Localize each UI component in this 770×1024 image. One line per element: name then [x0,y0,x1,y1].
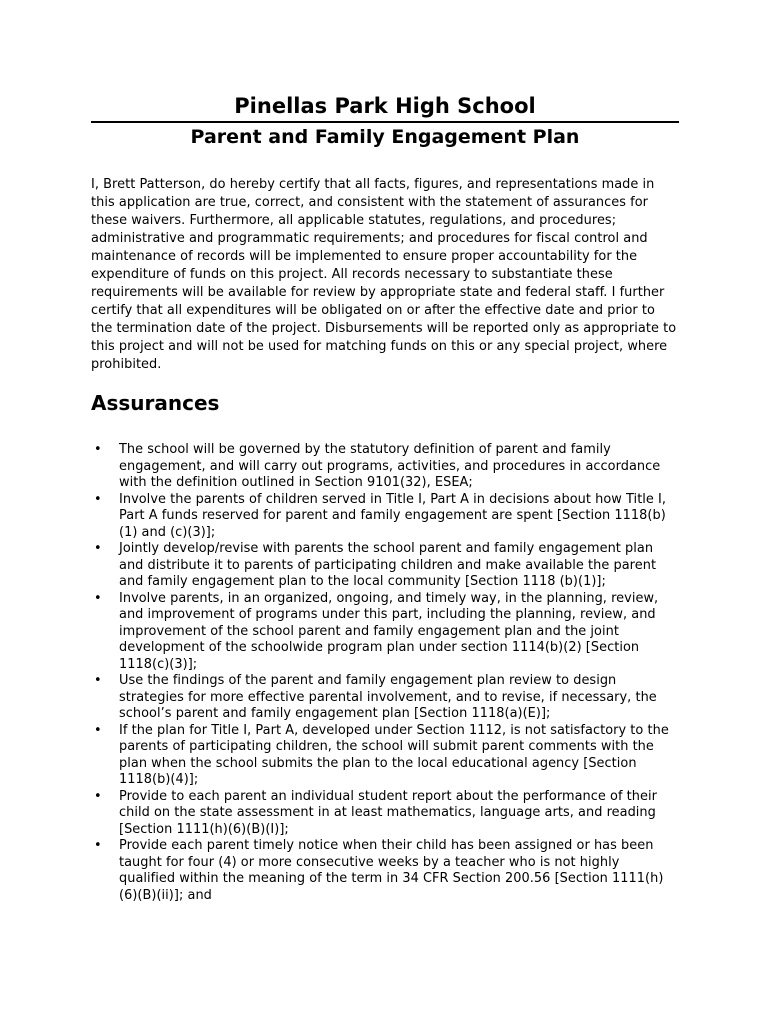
assurances-list [91,442,679,904]
assurance-text: Provide each parent timely notice when their child has been assigned or has been taught for four (4) or more consecutive weeks by a teacher who is not highly qualified within the meaning of the term in 34 CFR Section 200.56 [Section 1111(h)(6)(B)(ii)]; and [119,838,664,903]
list-item [91,541,679,591]
list-item [91,492,679,542]
assurance-text: Involve the parents of children served in Title I, Part A in decisions about how Title I, Part A funds reserved for parent and family engagement are spent [Section 1118(b)(1) and (c)(3)]; [119,491,667,540]
assurance-text: Involve parents, in an organized, ongoing, and timely way, in the planning, review, and improvement of programs under this part, including the planning, review, and improvement of the school parent and family engagement plan and the joint development of the schoolwide program plan under section 1114(b)(2) [Section 1118(c)(3)]; [119,590,659,672]
list-item [91,789,679,839]
list-item [91,723,679,789]
list-item [91,673,679,723]
list-item [91,442,679,492]
list-item [91,591,679,674]
plan-title: Parent and Family Engagement Plan [190,126,580,148]
bullet-icon: • [94,673,102,688]
bullet-icon: • [94,838,102,853]
school-name: Pinellas Park High School [234,94,536,118]
assurance-text: Provide to each parent an individual student report about the performance of their child on the state assessment in at least mathematics, language arts, and reading [Section 1111(h)(6)(B)(I)]; [119,788,657,837]
list-item [91,838,679,904]
bullet-icon: • [94,491,102,507]
assurance-text: Jointly develop/revise with parents the school parent and family engagement plan and distribute it to parents of participating children and make available the parent and family engagement plan to the local community [Section 1118 (b)(1)]; [119,541,657,589]
assurance-text: If the plan for Title I, Part A, developed under Section 1112, is not satisfactory to the parents of participating children, the school will submit parent comments with the plan when the school submits the plan to the local educational agency [Section 1118(b)(4)]; [119,722,669,787]
certification-paragraph: I, Brett Patterson, do hereby certify that all facts, figures, and representations made in this application are true, correct, and consistent with the statement of assurances for these waivers. Furthermore, all applicable statutes, regulations, and procedures; administrative and programmatic requirements; and procedures for fiscal control and maintenance of records will be implemented to ensure proper accountability for the expenditure of funds on this project. All records necessary to substantiate these requirements will be available for review by appropriate state and federal staff. I further certify that all expenditures will be obligated on or after the effective date and prior to the termination date of the project. Disbursements will be reported only as appropriate to this project and will not be used for matching funds on this or any special project, where prohibited. [91,177,677,372]
assurance-text: Use the findings of the parent and family engagement plan review to design strategies for more effective parental involvement, and to revise, if necessary, the school’s parent and family engagement plan [Section 1118(a)(E)]; [119,673,657,721]
bullet-icon: • [94,541,102,556]
document-page [91,92,679,904]
bullet-icon: • [94,788,102,804]
bullet-icon: • [94,442,102,457]
assurances-heading: Assurances [91,391,220,415]
bullet-icon: • [94,722,102,738]
assurance-text: The school will be governed by the statutory definition of parent and family engagement, and will carry out programs, activities, and procedures in accordance with the definition outlined in Section 9101(32), ESEA; [119,442,661,490]
bullet-icon: • [94,590,102,606]
